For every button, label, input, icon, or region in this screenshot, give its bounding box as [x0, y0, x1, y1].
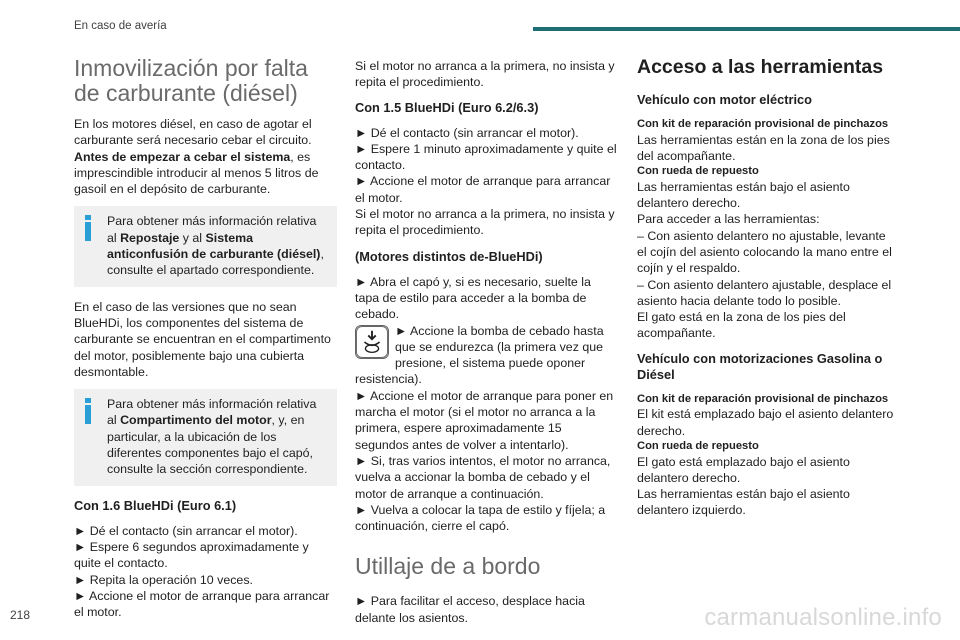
text-non-adjustable-seat: – Con asiento delantero no ajustable, levante el cojín del asiento colocando la mano entre el cojín y el respaldo.	[637, 228, 892, 276]
steps-16-bluehdi: ► Dé el contacto (sin arrancar el motor). ► Espere 6 segundos aproximadamente y quite el contacto. ► Repita la operación 10 veces. ► Accione el motor de arranque para arrancar el motor.	[74, 523, 330, 620]
text-jack-feet: El gato está en la zona de los pies del acompañante.	[637, 310, 846, 341]
subheading-16-bluehdi: Con 1.6 BlueHDi (Euro 6.1)	[74, 497, 237, 513]
page-number: 218	[10, 608, 31, 622]
priming-pump-icon	[355, 325, 389, 359]
column-3	[637, 56, 895, 519]
info-icon	[84, 215, 92, 241]
label-spare-wheel: Con rueda de repuesto	[637, 165, 759, 178]
text-access-tools: Para acceder a las herramientas:	[637, 212, 820, 227]
column-2	[355, 58, 618, 635]
label-repair-kit-2: Con kit de reparación provisional de pinchazos	[637, 392, 889, 405]
text-jack-under-seat: El gato está emplazado bajo el asiento delantero derecho.	[637, 454, 850, 485]
section-header: En caso de avería	[74, 20, 167, 32]
subheading-electric: Vehículo con motor eléctrico	[637, 92, 812, 107]
column-1	[74, 56, 337, 629]
paragraph-retry: Si el motor no arranca a la primera, no insista y repita el procedimiento.	[355, 59, 615, 90]
text-adjustable-seat: – Con asiento delantero ajustable, desplace el asiento hacia delante todo lo posible.	[637, 277, 892, 308]
text-tools-under-seat: Las herramientas están bajo el asiento delantero derecho.	[637, 179, 850, 211]
paragraph-non-bluehdi: En el caso de las versiones que no sean BlueHDi, los componentes del sistema de carburante se encuentran en el compartimento del motor, posiblemente bajo una cubierta desmontable.	[74, 299, 331, 379]
info-box-engine-compartment: Para obtener más información relativa al Compartimento del motor, y, en particular, a la ubicación de los diferentes componentes bajo el capó, consulte la sección correspondiente.	[74, 389, 337, 485]
text-tools-left-seat: Las herramientas están bajo el asiento delantero izquierdo.	[637, 487, 850, 518]
label-spare-wheel-2: Con rueda de repuesto	[637, 439, 759, 452]
info-icon	[84, 398, 92, 424]
steps-non-bluehdi: ► Abra el capó y, si es necesario, suelte la tapa de estilo para acceder a la bomba de cebado. ► Accione la bomba de cebado hasta que se endurezca (la primera vez que presione, el sistema puede oponer resistencia). ► Accione el motor de arranque para poner en marcha el motor (si el motor no arranca a la primera, espere aproximadamente 15 segundos antes de volver a intentarlo). ► Si, tras varios intentos, el motor no arranca, vuelva a accionar la bomba de cebado y el motor de arranque a continuación. ► Vuelva a colocar la tapa de estilo y fíjela; a continuación, cierre el capó.	[355, 274, 614, 534]
text-kit-under-seat: El kit está emplazado bajo el asiento delantero derecho.	[637, 407, 894, 438]
paragraph-intro: En los motores diésel, en caso de agotar el carburante será necesario cebar el circuito. Antes de empezar a cebar el sistema, es imprescindible introducir al menos 5 litros de gasoil en el depósito de carburante.	[74, 117, 319, 197]
header-accent-bar	[533, 27, 960, 31]
label-repair-kit: Con kit de reparación provisional de pinchazos	[637, 118, 889, 130]
paragraph-move-seats: ► Para facilitar el acceso, desplace hacia delante los asientos.	[355, 594, 585, 625]
steps-15-bluehdi: ► Dé el contacto (sin arrancar el motor). ► Espere 1 minuto aproximadamente y quite el contacto. ► Accione el motor de arranque para arrancar el motor. Si el motor no arranca a la primera, no insista y repita el procedimiento.	[355, 125, 617, 238]
watermark: carmanualsonline.info	[704, 604, 942, 631]
section-title-tool-access: Acceso a las herramientas	[637, 56, 884, 78]
section-title-onboard-tools: Utillaje de a bordo	[355, 553, 541, 580]
subheading-petrol-diesel: Vehículo con motorizaciones Gasolina o Diésel	[637, 350, 883, 382]
subheading-15-bluehdi: Con 1.5 BlueHDi (Euro 6.2/6.3)	[355, 99, 539, 115]
subheading-non-bluehdi: (Motores distintos de-BlueHDi)	[355, 248, 543, 264]
text-tools-feet: Las herramientas están en la zona de los pies del acompañante.	[637, 132, 890, 163]
section-title-fuel-shortage: Inmovilización por falta de carburante (diésel)	[74, 55, 308, 106]
info-box-refuelling: Para obtener más información relativa al Repostaje y al Sistema anticonfusión de carburante (diésel), consulte el apartado correspondiente.	[74, 206, 337, 286]
